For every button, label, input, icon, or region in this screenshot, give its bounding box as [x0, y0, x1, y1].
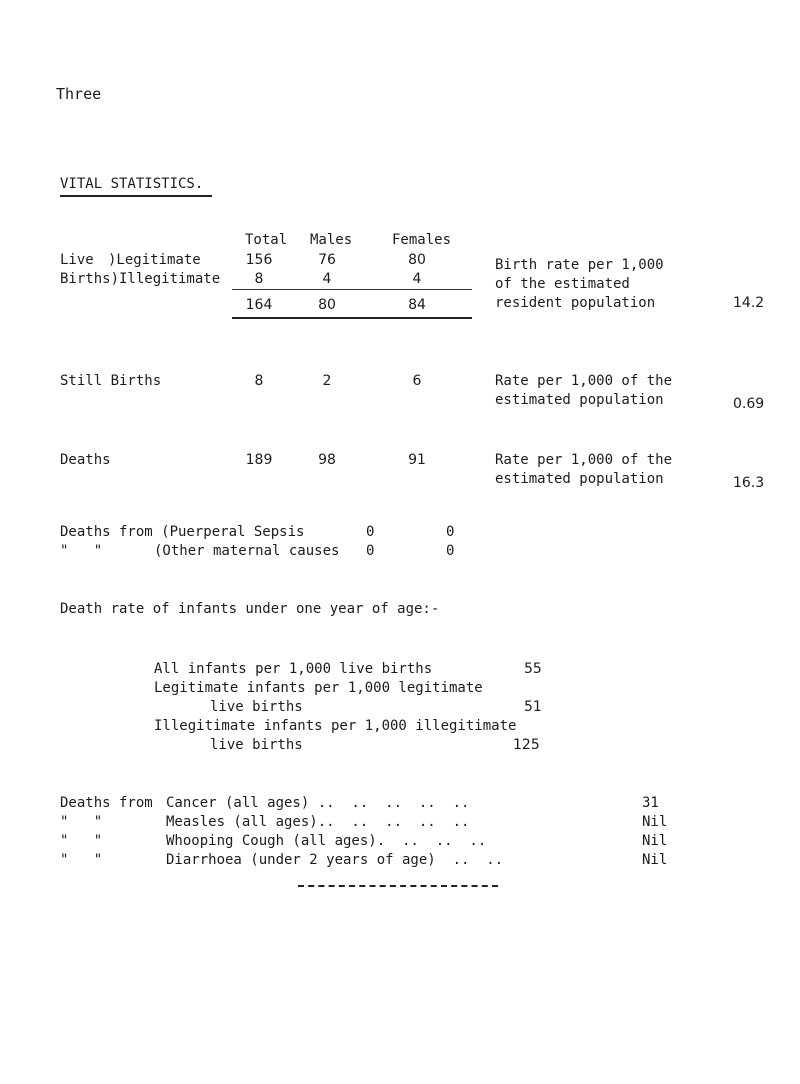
death-rate-label-1: Rate per 1,000 of the	[495, 452, 673, 468]
title-underline	[60, 195, 212, 197]
still-births-males: 2	[322, 373, 332, 389]
infant-line-4: Illegitimate infants per 1,000 illegitimate	[154, 718, 517, 734]
maternal-ditto: " "	[60, 543, 103, 559]
deaths-total: 189	[245, 452, 273, 468]
causes-ditto-2: " "	[60, 833, 103, 849]
header-total: Total	[245, 232, 288, 248]
page-label: Three	[56, 85, 102, 103]
infant-line-3-value: 51	[524, 699, 542, 715]
still-rate-value: 0.69	[733, 396, 765, 412]
cause-label-cancer: Cancer (all ages) .. .. .. .. ..	[166, 795, 470, 811]
illegit-total: 8	[254, 271, 264, 287]
maternal-line-2-value-a: 0	[366, 543, 375, 559]
section-title: VITAL STATISTICS.	[60, 176, 204, 192]
row-label-live: Live	[60, 252, 94, 268]
closing-rule	[298, 885, 498, 887]
cause-label-diarrhoea: Diarrhoea (under 2 years of age) .. ..	[166, 852, 504, 868]
birth-rate-label-2: of the estimated	[495, 276, 630, 292]
header-males: Males	[310, 232, 353, 248]
cause-label-measles: Measles (all ages).. .. .. .. ..	[166, 814, 470, 830]
birth-rate-label-3: resident population	[495, 295, 656, 311]
legit-males: 76	[318, 252, 336, 268]
maternal-line-2-value-b: 0	[446, 543, 455, 559]
infant-line-5: live births	[210, 737, 303, 753]
infant-line-1: All infants per 1,000 live births	[154, 661, 433, 677]
legit-females: 80	[408, 252, 426, 268]
still-births-females: 6	[412, 373, 422, 389]
deaths-label: Deaths	[60, 452, 111, 468]
still-rate-label-1: Rate per 1,000 of the	[495, 373, 673, 389]
birth-rate-label-1: Birth rate per 1,000	[495, 257, 664, 273]
death-rate-value: 16.3	[733, 475, 765, 491]
causes-ditto-3: " "	[60, 852, 103, 868]
header-females: Females	[392, 232, 452, 248]
cause-value-measles: Nil	[642, 814, 668, 830]
death-rate-label-2: estimated population	[495, 471, 664, 487]
cause-label-whooping-cough: Whooping Cough (all ages). .. .. ..	[166, 833, 487, 849]
cause-value-cancer: 31	[642, 795, 659, 811]
illegit-males: 4	[322, 271, 332, 287]
maternal-line-1-value-b: 0	[446, 524, 455, 540]
still-births-total: 8	[254, 373, 264, 389]
row-label-illegitimate: Births)Illegitimate	[60, 271, 221, 287]
row-label-legitimate: )Legitimate	[108, 252, 201, 268]
causes-ditto-1: " "	[60, 814, 103, 830]
illegit-females: 4	[412, 271, 422, 287]
births-males: 80	[318, 297, 336, 313]
infant-heading: Death rate of infants under one year of age:-	[60, 601, 440, 617]
maternal-line-1: Deaths from (Puerperal Sepsis	[60, 524, 305, 540]
deaths-males: 98	[318, 452, 336, 468]
infant-line-2: Legitimate infants per 1,000 legitimate	[154, 680, 483, 696]
total-rule	[232, 317, 472, 319]
subtotal-rule	[232, 289, 472, 290]
infant-line-3: live births	[210, 699, 303, 715]
infant-line-5-value: 125	[513, 737, 540, 753]
cause-value-diarrhoea: Nil	[642, 852, 668, 868]
maternal-line-1-value-a: 0	[366, 524, 375, 540]
still-births-label: Still Births	[60, 373, 162, 389]
maternal-line-2: (Other maternal causes	[154, 543, 340, 559]
still-rate-label-2: estimated population	[495, 392, 664, 408]
causes-prefix: Deaths from	[60, 795, 153, 811]
cause-value-whooping-cough: Nil	[642, 833, 668, 849]
legit-total: 156	[245, 252, 273, 268]
birth-rate-value: 14.2	[733, 295, 765, 311]
births-total: 164	[245, 297, 273, 313]
births-females: 84	[408, 297, 426, 313]
infant-line-1-value: 55	[524, 661, 542, 677]
deaths-females: 91	[408, 452, 426, 468]
